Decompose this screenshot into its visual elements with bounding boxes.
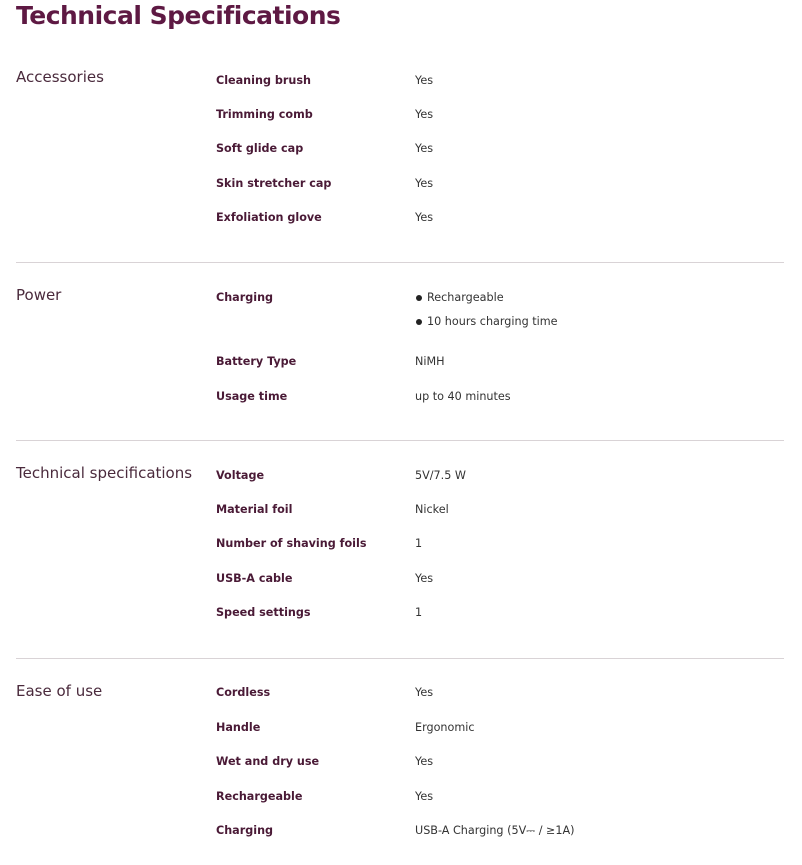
- spec-label: USB-A cable: [216, 572, 293, 585]
- spec-value: 5V/7.5 W: [415, 469, 466, 482]
- section-divider: [16, 658, 784, 659]
- spec-value: Yes: [415, 177, 434, 190]
- spec-row: [216, 108, 784, 128]
- spec-label: Charging: [216, 824, 274, 837]
- spec-row: [216, 291, 784, 339]
- spec-label: Rechargeable: [216, 790, 303, 803]
- spec-label: Number of shaving foils: [216, 537, 367, 550]
- spec-row: [216, 355, 784, 375]
- spec-label: Handle: [216, 721, 261, 734]
- spec-value: Yes: [415, 686, 434, 699]
- spec-label: Exfoliation glove: [216, 211, 322, 224]
- spec-label: Battery Type: [216, 355, 297, 368]
- spec-row: [216, 211, 784, 231]
- list-item: [415, 315, 558, 339]
- page-title: Technical Specifications: [16, 1, 341, 30]
- section-title: Technical specifications: [16, 464, 193, 482]
- spec-label: Soft glide cap: [216, 142, 304, 155]
- spec-label: Cordless: [216, 686, 271, 699]
- spec-label: Material foil: [216, 503, 293, 516]
- spec-row: [216, 469, 784, 489]
- spec-label: Usage time: [216, 390, 288, 403]
- spec-value: Yes: [415, 74, 434, 87]
- spec-row: [216, 537, 784, 557]
- spec-value: Yes: [415, 572, 434, 585]
- list-item: [415, 291, 558, 315]
- spec-value: 1: [415, 606, 423, 619]
- spec-row: [216, 790, 784, 810]
- spec-value: Yes: [415, 211, 434, 224]
- spec-label: Skin stretcher cap: [216, 177, 332, 190]
- spec-value: 10 hours charging time: [427, 315, 558, 328]
- spec-value: up to 40 minutes: [415, 390, 511, 403]
- section-title: Accessories: [16, 68, 104, 86]
- spec-value: Yes: [415, 108, 434, 121]
- spec-label: Speed settings: [216, 606, 311, 619]
- spec-value: Yes: [415, 790, 434, 803]
- spec-row: [216, 606, 784, 626]
- spec-row: [216, 390, 784, 410]
- spec-label: Charging: [216, 291, 274, 304]
- spec-value: NiMH: [415, 355, 445, 368]
- spec-row: [216, 755, 784, 775]
- spec-value: Nickel: [415, 503, 449, 516]
- bullet-icon: [416, 295, 422, 301]
- section-divider: [16, 440, 784, 441]
- spec-label: Voltage: [216, 469, 265, 482]
- section-title: Power: [16, 286, 62, 304]
- spec-value-list: [415, 291, 558, 339]
- spec-label: Wet and dry use: [216, 755, 320, 768]
- spec-row: [216, 142, 784, 162]
- bullet-icon: [416, 319, 422, 325]
- spec-value: Yes: [415, 755, 434, 768]
- spec-row: [216, 686, 784, 706]
- spec-value: USB-A Charging (5V⎓ / ≥1A): [415, 824, 575, 837]
- spec-value: Ergonomic: [415, 721, 475, 734]
- spec-row: [216, 177, 784, 197]
- spec-label: Trimming comb: [216, 108, 313, 121]
- spec-row: [216, 503, 784, 523]
- spec-value: Rechargeable: [427, 291, 504, 304]
- spec-value: 1: [415, 537, 423, 550]
- spec-label: Cleaning brush: [216, 74, 311, 87]
- section-divider: [16, 262, 784, 263]
- spec-row: [216, 572, 784, 592]
- spec-value: Yes: [415, 142, 434, 155]
- spec-row: [216, 721, 784, 741]
- spec-row: [216, 74, 784, 94]
- section-title: Ease of use: [16, 682, 103, 700]
- spec-row: [216, 824, 784, 844]
